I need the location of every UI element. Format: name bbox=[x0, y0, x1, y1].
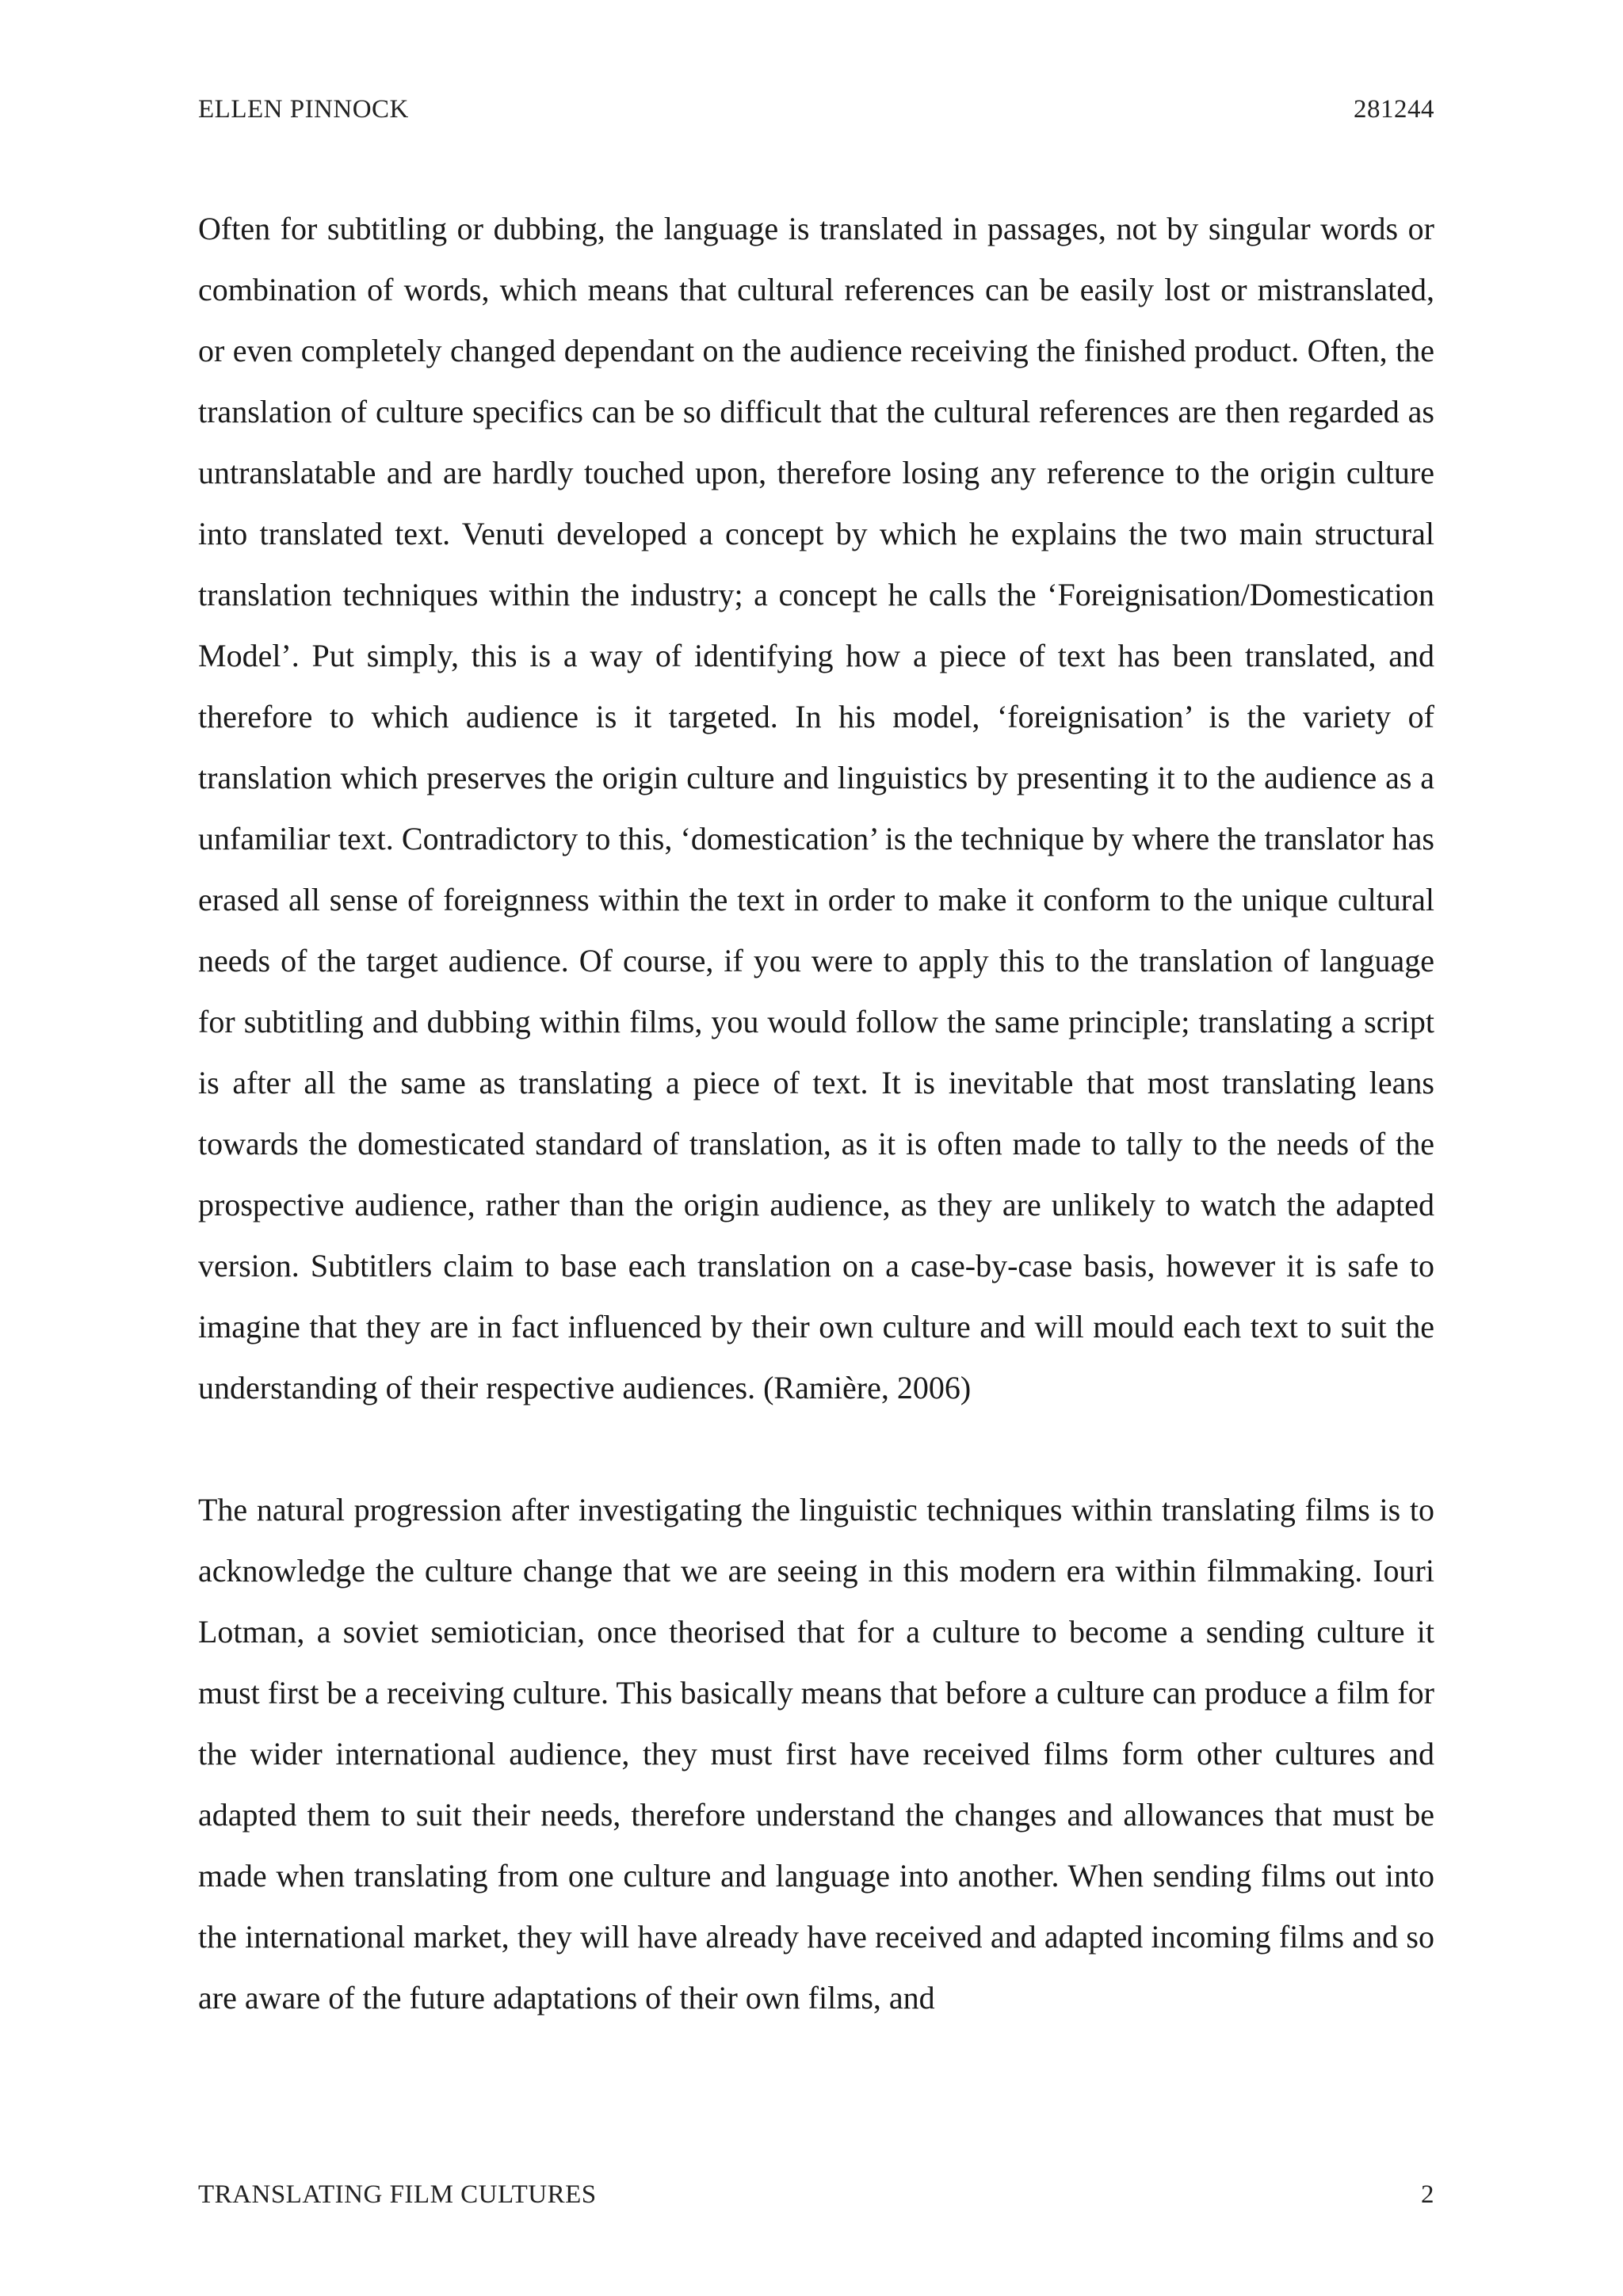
page-header bbox=[198, 95, 1434, 124]
header-student-id: 281244 bbox=[1354, 95, 1434, 124]
body-paragraph: Often for subtitling or dubbing, the language is translated in passages, not by singular words or combination of words, which means that cultural references can be easily lost or mistranslated, or even completely changed dependant on the audience receiving the finished product. Often, the translation of culture specifics can be so difficult that the cultural references are then regarded as untranslatable and are hardly touched upon, therefore losing any reference to the origin culture into translated text. Venuti developed a concept by which he explains the two main structural translation techniques within the industry; a concept he calls the ‘Foreignisation/Domestication Model’. Put simply, this is a way of identifying how a piece of text has been translated, and therefore to which audience is it targeted. In his model, ‘foreignisation’ is the variety of translation which preserves the origin culture and linguistics by presenting it to the audience as a unfamiliar text. Contradictory to this, ‘domestication’ is the technique by where the translator has erased all sense of foreignness within the text in order to make it conform to the unique cultural needs of the target audience. Of course, if you were to apply this to the translation of language for subtitling and dubbing within films, you would follow the same principle; translating a script is after all the same as translating a piece of text. It is inevitable that most translating leans towards the domesticated standard of translation, as it is often made to tally to the needs of the prospective audience, rather than the origin audience, as they are unlikely to watch the adapted version. Subtitlers claim to base each translation on a case-by-case basis, however it is safe to imagine that they are in fact influenced by their own culture and will mould each text to suit the understanding of their respective audiences. (Ramière, 2006) bbox=[198, 211, 1434, 1405]
document-body bbox=[198, 198, 1434, 2028]
page-number: 2 bbox=[1421, 2180, 1434, 2209]
footer-title: TRANSLATING FILM CULTURES bbox=[198, 2180, 597, 2209]
body-paragraph: The natural progression after investigating the linguistic techniques within translating films is to acknowledge the culture change that we are seeing in this modern era within filmmaking. Iouri Lotman, a soviet semiotician, once theorised that for a culture to become a sending culture it must first be a receiving culture. This basically means that before a culture can produce a film for the wider international audience, they must first have received films form other cultures and adapted them to suit their needs, therefore understand the changes and allowances that must be made when translating from one culture and language into another. When sending films out into the international market, they will have already have received and adapted incoming films and so are aware of the future adaptations of their own films, and bbox=[198, 1492, 1434, 2016]
header-author: ELLEN PINNOCK bbox=[198, 95, 409, 124]
page-footer bbox=[198, 2180, 1434, 2210]
